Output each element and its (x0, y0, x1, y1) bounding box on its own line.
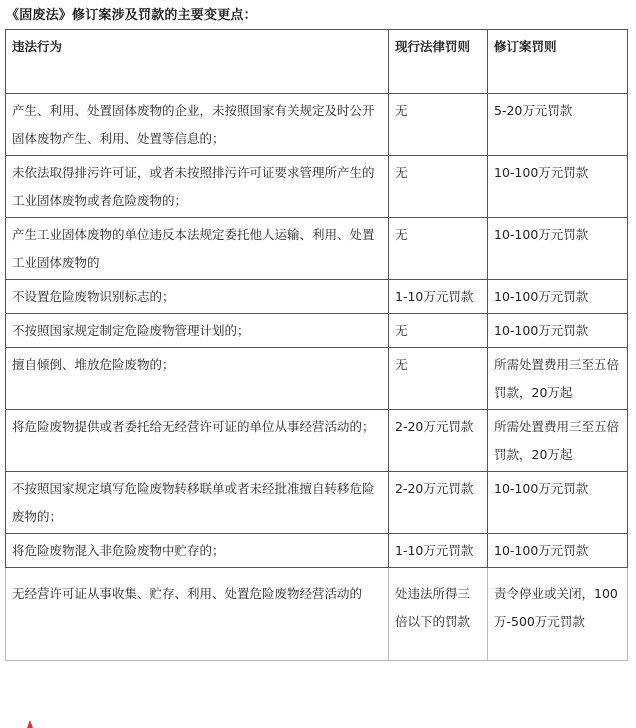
cell-violation: 不按照国家规定填写危险废物转移联单或者未经批准擅自转移危险废物的； (6, 472, 389, 534)
cell-current-penalty: 无 (389, 348, 488, 410)
table-header-row (6, 30, 628, 94)
cell-amended-penalty: 5-20万元罚款 (488, 94, 628, 156)
table-row (6, 156, 628, 218)
cell-current-penalty: 处违法所得三倍以下的罚款 (389, 568, 488, 661)
cell-violation: 将危险废物混入非危险废物中贮存的； (6, 534, 389, 568)
cell-current-penalty: 无 (389, 94, 488, 156)
table-row (6, 472, 628, 534)
header-current-penalty: 现行法律罚则 (389, 30, 488, 94)
cell-violation: 将危险废物提供或者委托给无经营许可证的单位从事经营活动的； (6, 410, 389, 472)
cell-violation: 不按照国家规定制定危险废物管理计划的； (6, 314, 389, 348)
cell-violation: 产生工业固体废物的单位违反本法规定委托他人运输、利用、处置工业固体废物的 (6, 218, 389, 280)
cell-current-penalty: 2-20万元罚款 (389, 472, 488, 534)
cell-current-penalty: 1-10万元罚款 (389, 534, 488, 568)
cell-amended-penalty: 10-100万元罚款 (488, 218, 628, 280)
table-row (6, 94, 628, 156)
cell-amended-penalty: 10-100万元罚款 (488, 280, 628, 314)
table-row (6, 348, 628, 410)
table-row (6, 280, 628, 314)
table-row (6, 410, 628, 472)
header-violation: 违法行为 (6, 30, 389, 94)
page-heading: 《固废法》修订案涉及罚款的主要变更点： (6, 8, 257, 23)
cell-current-penalty: 1-10万元罚款 (389, 280, 488, 314)
cell-amended-penalty: 10-100万元罚款 (488, 156, 628, 218)
cell-current-penalty: 无 (389, 156, 488, 218)
cell-violation: 未依法取得排污许可证，或者未按照排污许可证要求管理所产生的工业固体废物或者危险废物的； (6, 156, 389, 218)
cell-violation: 无经营许可证从事收集、贮存、利用、处置危险废物经营活动的 (6, 568, 389, 661)
cell-amended-penalty: 10-100万元罚款 (488, 314, 628, 348)
cell-amended-penalty: 所需处置费用三至五倍罚款，20万起 (488, 410, 628, 472)
cell-violation: 不设置危险废物识别标志的； (6, 280, 389, 314)
cell-current-penalty: 无 (389, 218, 488, 280)
cell-violation: 擅自倾倒、堆放危险废物的； (6, 348, 389, 410)
table-row (6, 568, 628, 661)
cell-amended-penalty: 10-100万元罚款 (488, 534, 628, 568)
cell-amended-penalty: 责令停业或关闭，100万-500万元罚款 (488, 568, 628, 661)
penalty-comparison-table (5, 29, 628, 661)
table-row (6, 218, 628, 280)
table-row (6, 314, 628, 348)
header-amended-penalty: 修订案罚则 (488, 30, 628, 94)
cell-amended-penalty: 10-100万元罚款 (488, 472, 628, 534)
red-mark-icon (26, 718, 34, 728)
cell-current-penalty: 2-20万元罚款 (389, 410, 488, 472)
cell-current-penalty: 无 (389, 314, 488, 348)
cell-violation: 产生、利用、处置固体废物的企业，未按照国家有关规定及时公开固体废物产生、利用、处置等信息的； (6, 94, 389, 156)
table-row (6, 534, 628, 568)
cell-amended-penalty: 所需处置费用三至五倍罚款，20万起 (488, 348, 628, 410)
